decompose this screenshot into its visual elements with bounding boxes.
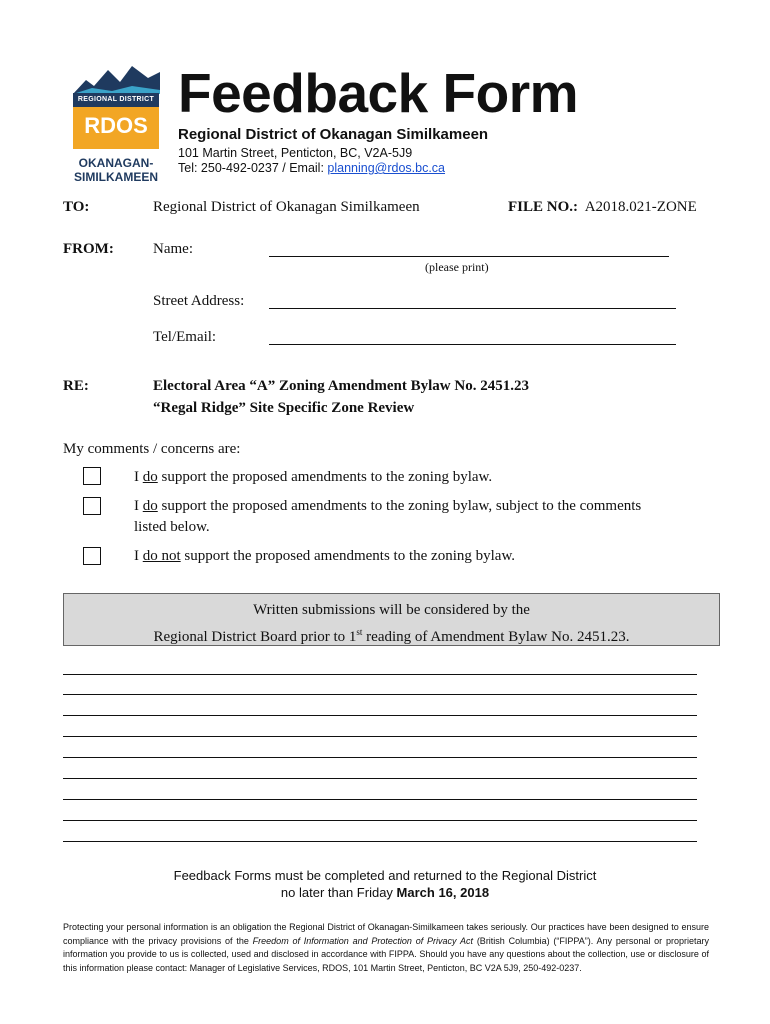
logo-word-1: OKANAGAN- — [78, 156, 154, 170]
org-address: 101 Martin Street, Penticton, BC, V2A-5J9 — [178, 146, 413, 160]
option-emphasis: do — [142, 498, 158, 514]
deadline-text: no later than Friday — [280, 885, 397, 900]
comment-line[interactable] — [63, 757, 697, 758]
option-support-with-comments — [134, 498, 641, 515]
comment-line[interactable] — [63, 674, 697, 675]
notice-line-1: Written submissions will be considered by the — [253, 602, 530, 618]
comment-line[interactable] — [63, 778, 697, 779]
support-checkbox[interactable] — [83, 467, 101, 485]
notice-superscript: st — [356, 627, 363, 637]
option-text: I — [134, 498, 143, 514]
street-address-field[interactable] — [269, 308, 676, 309]
option-text: support the proposed amendments to the zoning bylaw. — [180, 548, 516, 564]
option-support — [134, 469, 492, 486]
name-hint: (please print) — [425, 260, 489, 274]
name-field[interactable] — [269, 256, 669, 257]
option-not-support — [134, 548, 515, 565]
name-label: Name: — [153, 241, 193, 257]
option-emphasis: do — [142, 469, 158, 485]
deadline-line-2 — [0, 885, 770, 900]
re-label: RE: — [63, 378, 89, 394]
logo-acronym: RDOS — [73, 107, 159, 149]
option-text: support the proposed amendments to the zoning bylaw. — [157, 469, 493, 485]
notice-text: Regional District Board prior to 1 — [153, 629, 357, 645]
comment-line[interactable] — [63, 715, 697, 716]
option-emphasis: do not — [142, 548, 181, 564]
tel-text: Tel: 250-492-0237 / Email: — [178, 161, 328, 175]
comment-line[interactable] — [63, 820, 697, 821]
re-line-2: “Regal Ridge” Site Specific Zone Review — [153, 400, 415, 416]
logo-wordmark — [66, 156, 166, 184]
re-line-1: Electoral Area “A” Zoning Amendment Bylaw No. 2451.23 — [153, 378, 529, 394]
to-label: TO: — [63, 199, 90, 215]
submission-notice — [63, 593, 720, 646]
street-label: Street Address: — [153, 293, 245, 309]
tel-email-label: Tel/Email: — [153, 329, 217, 345]
notice-line-2 — [64, 621, 719, 648]
notice-text: reading of Amendment Bylaw No. 2451.23. — [362, 629, 630, 645]
option-continuation: listed below. — [134, 519, 210, 535]
tel-email-field[interactable] — [269, 344, 676, 345]
not-support-checkbox[interactable] — [83, 547, 101, 565]
org-contact — [178, 161, 445, 175]
deadline-date: March 16, 2018 — [396, 885, 490, 900]
page-title: Feedback Form — [178, 62, 579, 124]
comment-line[interactable] — [63, 694, 697, 695]
email-link[interactable]: planning@rdos.bc.ca — [327, 161, 446, 175]
comment-line[interactable] — [63, 841, 697, 842]
mountain-icon — [68, 58, 164, 98]
privacy-text: (British Columbia) (“FIPPA”). Any personal or proprietary information you provide to us is collected, used and disclosed in accordance with FIPPA. Should you have any questions about the collection, use or disclosure of this information please contact: Manager of Legislative Services, RDOS, 101 Martin Street, Penticton, BC V2A 5J9, 250-492-0237. — [63, 935, 709, 973]
logo-word-2: SIMILKAMEEN — [74, 170, 158, 184]
file-value: A2018.021-ZONE — [584, 199, 697, 215]
to-value: Regional District of Okanagan Similkameen — [153, 199, 420, 215]
privacy-act-name: Freedom of Information and Protection of Privacy Act — [252, 935, 474, 946]
support-with-comments-checkbox[interactable] — [83, 497, 101, 515]
option-text: I — [134, 469, 143, 485]
privacy-text: Protecting your personal information is an obligation the Regional District of Okanagan-Similkameen takes seriously. Our practices have been designed to ensure compliance with the privacy provisions of the — [63, 922, 709, 946]
comment-line[interactable] — [63, 799, 697, 800]
file-number — [508, 199, 697, 216]
from-label: FROM: — [63, 241, 114, 257]
logo-band: REGIONAL DISTRICT — [73, 93, 159, 107]
file-label: FILE NO.: — [508, 199, 579, 215]
option-text: support the proposed amendments to the zoning bylaw, subject to the comments — [157, 498, 642, 514]
privacy-notice — [63, 921, 709, 975]
org-name: Regional District of Okanagan Similkameen — [178, 126, 489, 143]
comment-line[interactable] — [63, 736, 697, 737]
option-text: I — [134, 548, 143, 564]
deadline-line-1: Feedback Forms must be completed and returned to the Regional District — [173, 868, 597, 883]
comments-heading: My comments / concerns are: — [63, 441, 241, 457]
